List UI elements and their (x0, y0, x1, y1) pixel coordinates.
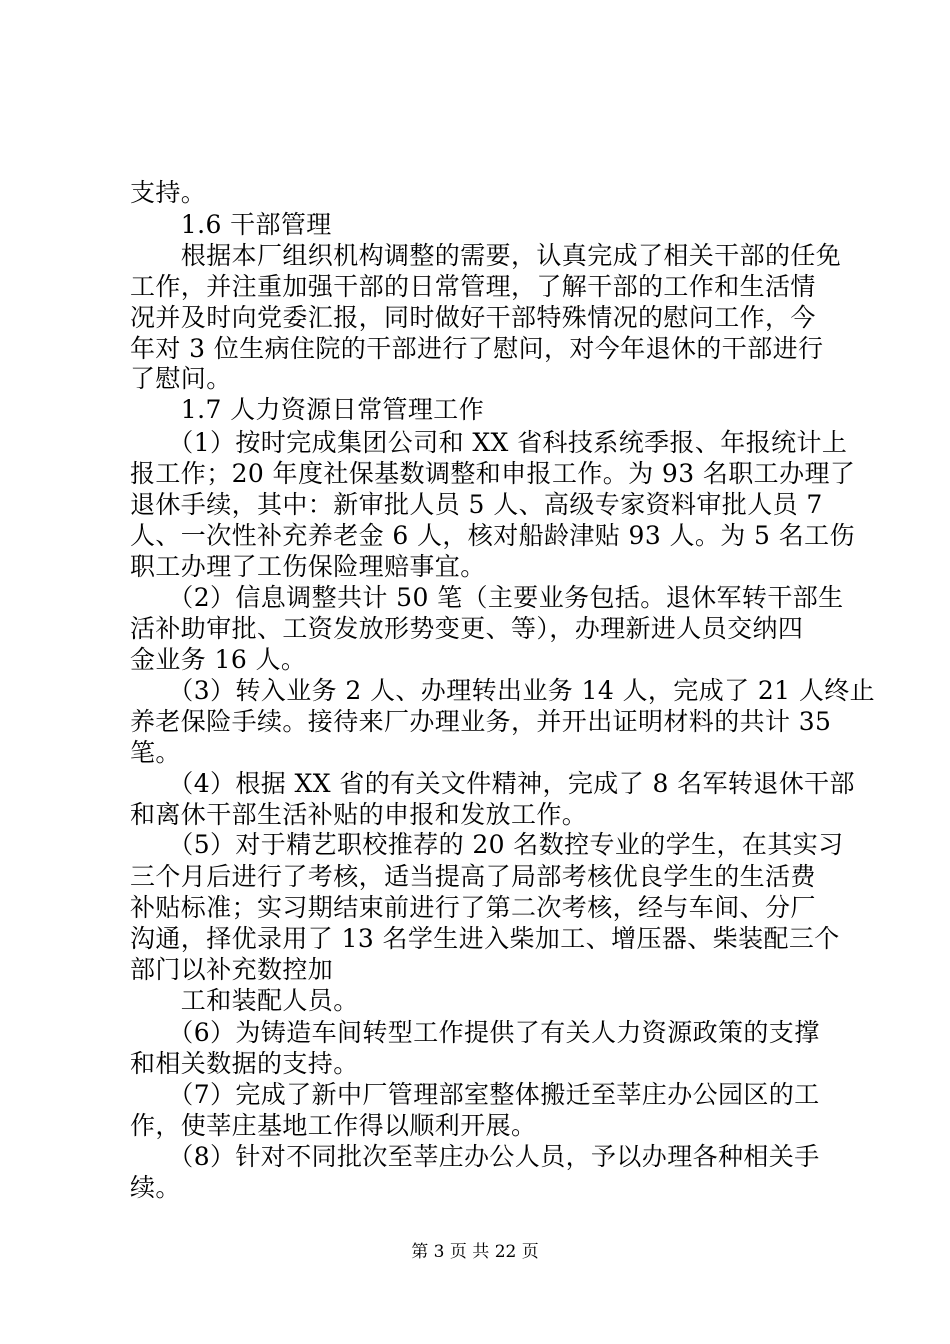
text-line: 沟通，择优录用了 13 名学生进入柴加工、增压器、柴装配三个 (130, 924, 840, 953)
page-number-footer: 第 3 页 共 22 页 (411, 1242, 539, 1262)
section-heading: 1.7 人力资源日常管理工作 (130, 395, 485, 424)
text-line: 人、一次性补充养老金 6 人，核对船龄津贴 93 人。为 5 名工伤 (130, 521, 855, 550)
text-line: 续。 (130, 1173, 181, 1202)
text-line: （8）针对不同批次至莘庄办公人员，予以办理各种相关手 (130, 1142, 820, 1171)
text-line: 和相关数据的支持。 (130, 1049, 359, 1078)
text-line: （2）信息调整共计 50 笔（主要业务包括。退休军转干部生 (130, 583, 844, 612)
text-line: （1）按时完成集团公司和 XX 省科技系统季报、年报统计上 (130, 428, 848, 457)
text-line: 三个月后进行了考核，适当提高了局部考核优良学生的生活费 (130, 862, 816, 891)
text-line: 工和装配人员。 (130, 986, 359, 1015)
text-line: 金业务 16 人。 (130, 645, 307, 674)
text-line: 根据本厂组织机构调整的需要，认真完成了相关干部的任免 (130, 241, 842, 270)
text-line: 活补助审批、工资发放形势变更、等），办理新进人员交纳四 (130, 614, 804, 643)
text-line: 补贴标准；实习期结束前进行了第二次考核，经与车间、分厂 (130, 893, 816, 922)
text-line: 部门以补充数控加 (130, 955, 334, 984)
text-line: 笔。 (130, 738, 181, 767)
text-line: （6）为铸造车间转型工作提供了有关人力资源政策的支撑 (130, 1018, 820, 1047)
text-line: （3）转入业务 2 人、办理转出业务 14 人，完成了 21 人终止 (130, 676, 876, 705)
text-line: 了慰问。 (130, 364, 232, 393)
text-line: 工作，并注重加强干部的日常管理，了解干部的工作和生活情 (130, 272, 816, 301)
text-line: 作，使莘庄基地工作得以顺利开展。 (130, 1111, 537, 1140)
text-line: 况并及时向党委汇报，同时做好干部特殊情况的慰问工作，今 (130, 303, 816, 332)
text-line: （7）完成了新中厂管理部室整体搬迁至莘庄办公园区的工 (130, 1080, 820, 1109)
text-line: 养老保险手续。接待来厂办理业务，并开出证明材料的共计 35 (130, 707, 832, 736)
text-line: 支持。 (130, 178, 207, 207)
text-line: 和离休干部生活补贴的申报和发放工作。 (130, 800, 588, 829)
text-line: 年对 3 位生病住院的干部进行了慰问，对今年退休的干部进行 (130, 334, 824, 363)
section-heading: 1.6 干部管理 (130, 210, 332, 239)
text-line: 报工作；20 年度社保基数调整和申报工作。为 93 名职工办理了 (130, 459, 856, 488)
text-line: 职工办理了工伤保险理赔事宜。 (130, 552, 486, 581)
text-line: （5）对于精艺职校推荐的 20 名数控专业的学生，在其实习 (130, 830, 844, 859)
text-line: （4）根据 XX 省的有关文件精神，完成了 8 名军转退休干部 (130, 769, 855, 798)
text-line: 退休手续，其中：新审批人员 5 人、高级专家资料审批人员 7 (130, 490, 823, 519)
